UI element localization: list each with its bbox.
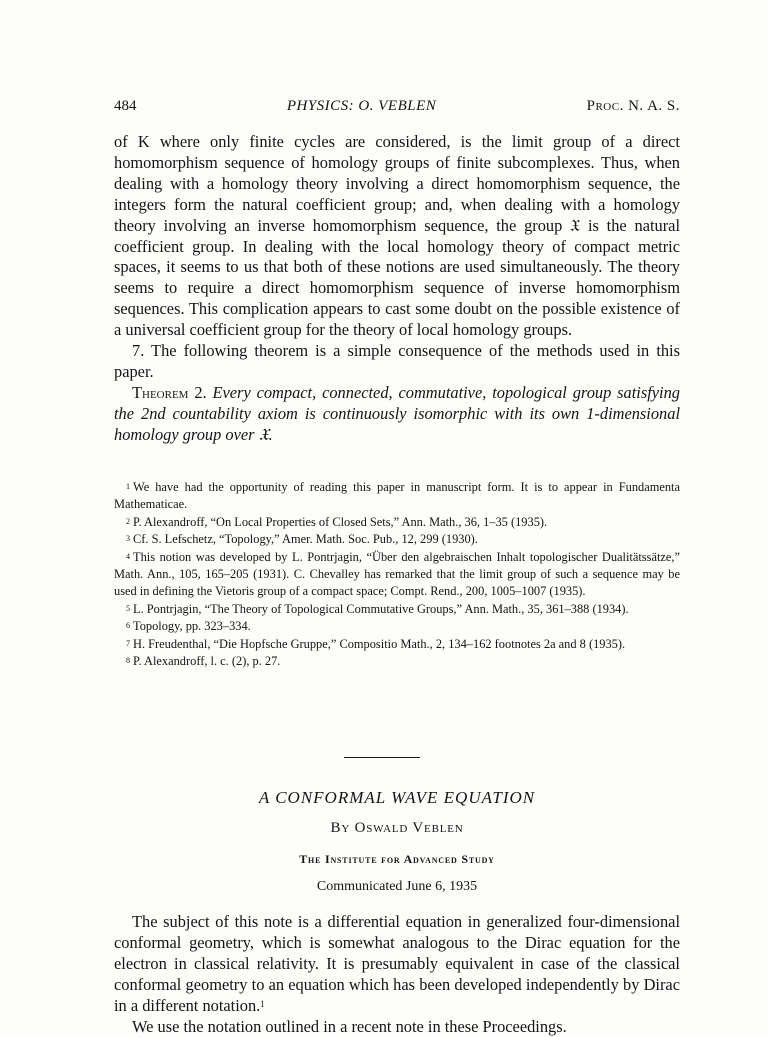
footnote-text: Cf. S. Lefschetz, “Topology,” Amer. Math. Soc. Pub., 12, 299 (1930). <box>133 532 478 547</box>
footnote-number: 1 <box>126 482 130 491</box>
journal-name: Proc. N. A. S. <box>586 98 680 114</box>
communicated-date: Communicated June 6, 1935 <box>316 879 478 894</box>
running-title: PHYSICS: O. VEBLEN <box>286 98 437 114</box>
footnote-3 <box>114 531 680 548</box>
footnote-number: 2 <box>126 516 130 526</box>
footnote-2 <box>114 514 680 531</box>
footnote-8 <box>114 653 680 670</box>
running-head <box>114 98 680 122</box>
footnotes <box>114 479 680 670</box>
footnote-number: 3 <box>126 534 130 544</box>
footnote-text: L. Pontrjagin, “The Theory of Topological Commutative Groups,” Ann. Math., 35, 361–388 (1934). <box>133 601 629 616</box>
theorem-label: Theorem 2. <box>132 382 207 402</box>
footnote-number: 4 <box>126 551 130 561</box>
paragraph-continuation: of K where only finite cycles are considered, is the limit group of a direct homomorphism sequence of homology groups of finite subcomplexes. Thus, when dealing with a homology theory involving a direct homomorphism sequence, the integers form the natural coefficient group; and, when dealing with a homology theory involving an inverse homomorphism sequence, the group 𝔛 is the natural coefficient group. In dealing with the local homology theory of compact metric spaces, it seems to us that both of these notions are used simultaneously. The theory seems to require a direct homomorphism sequence of inverse homomorphism sequences. This complication appears to cast some doubt on the possible existence of a universal coefficient group for the theory of local homology groups. <box>114 132 680 340</box>
footnote-7 <box>114 636 680 653</box>
main-text <box>114 132 680 446</box>
footnote-text: We have had the opportunity of reading this paper in manuscript form. It is to appear in Fundamenta Mathematicae. <box>114 480 680 512</box>
article-paragraph-1 <box>114 912 680 1017</box>
theorem-statement: Every compact, connected, commutative, topological group satisfying the 2nd countability axiom is continuously isomorphic with its own 1-dimensional homology group over 𝔛. <box>114 382 680 444</box>
page-number: 484 <box>114 98 137 114</box>
footnote-6 <box>114 618 680 635</box>
article-affiliation: The Institute for Advanced Study <box>299 852 495 866</box>
footnote-text: Topology, pp. 323–334. <box>133 619 251 634</box>
footnote-1 <box>114 479 680 514</box>
footnote-4 <box>114 549 680 601</box>
article-paragraph-1-text: The subject of this note is a differential equation in generalized four-dimensional conformal geometry, which is somewhat analogous to the Dirac equation for the electron in classical relativity. It is presumably equivalent in case of the classical conformal geometry to an equation which has been developed independently by Dirac in a different notation. <box>114 912 680 1015</box>
footnote-text: H. Freudenthal, “Die Hopfsche Gruppe,” Compositio Math., 2, 134–162 footnotes 2a and 8 (1935). <box>133 636 626 651</box>
article-author: By Oswald Veblen <box>330 820 464 836</box>
footnote-number: 5 <box>126 603 130 613</box>
article-title: A CONFORMAL WAVE EQUATION <box>258 788 536 807</box>
section-divider <box>344 757 420 758</box>
theorem-2 <box>114 383 680 446</box>
footnote-5 <box>114 601 680 618</box>
footnote-number: 6 <box>126 621 130 631</box>
article-body <box>114 912 680 1037</box>
footnote-text: P. Alexandroff, “On Local Properties of Closed Sets,” Ann. Math., 36, 1–35 (1935). <box>133 514 548 529</box>
footnote-text: P. Alexandroff, l. c. (2), p. 27. <box>133 654 281 669</box>
footnote-number: 7 <box>126 638 130 648</box>
article-paragraph-2: We use the notation outlined in a recent note in these Proceedings. <box>132 1016 567 1036</box>
reference-marker: 1 <box>260 998 265 1009</box>
footnote-number: 8 <box>126 656 130 666</box>
paragraph-section-7: 7. The following theorem is a simple consequence of the methods used in this paper. <box>114 341 680 381</box>
footnote-text: This notion was developed by L. Pontrjagin, “Über den algebraischen Inhalt topologischer Dualitätssätze,” Math. Ann., 105, 165–205 (1931). C. Chevalley has remarked that the limit group of such a sequence may be used in defining the Vietoris group of a compact space; Compt. Rend., 200, 1005–1007 (1935). <box>114 549 680 599</box>
